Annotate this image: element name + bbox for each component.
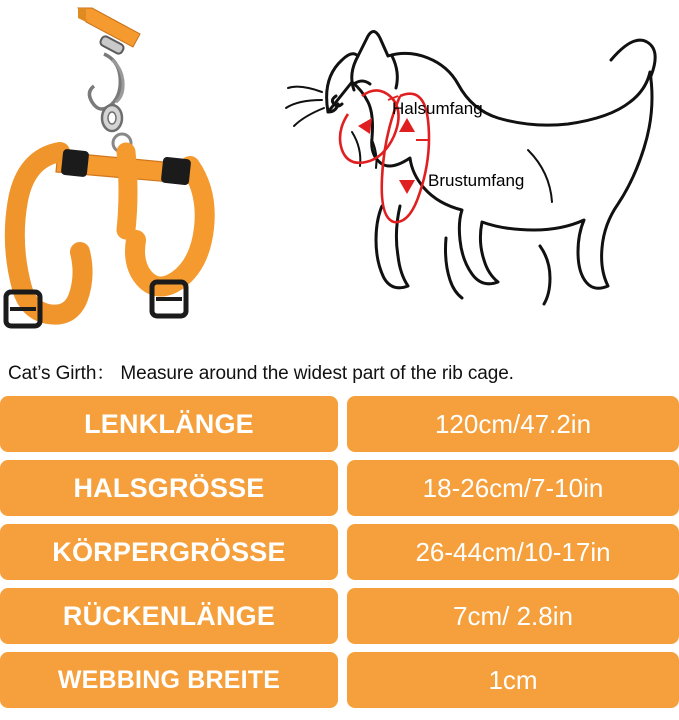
spec-table (0, 396, 679, 716)
spec-value: 1cm (347, 652, 679, 708)
table-row (0, 652, 679, 708)
table-row (0, 460, 679, 516)
table-row (0, 588, 679, 644)
illustration-area (0, 0, 679, 350)
table-row (0, 396, 679, 452)
cat-harness-illustration (0, 0, 240, 350)
spec-label: LENKLÄNGE (0, 396, 338, 452)
spec-label: HALSGRÖSSE (0, 460, 338, 516)
spec-value: 7cm/ 2.8in (347, 588, 679, 644)
spec-label: WEBBING BREITE (0, 652, 338, 708)
label-chest-girth: Brustumfang (428, 171, 525, 190)
label-neck-girth: Halsumfang (392, 99, 483, 118)
table-row (0, 524, 679, 580)
spec-label: RÜCKENLÄNGE (0, 588, 338, 644)
spec-value: 26-44cm/10-17in (347, 524, 679, 580)
spec-value: 120cm/47.2in (347, 396, 679, 452)
spec-value: 18-26cm/7-10in (347, 460, 679, 516)
spec-label: KÖRPERGRÖSSE (0, 524, 338, 580)
girth-caption: Cat’s Girth： Measure around the widest part of the rib cage. (8, 363, 514, 384)
